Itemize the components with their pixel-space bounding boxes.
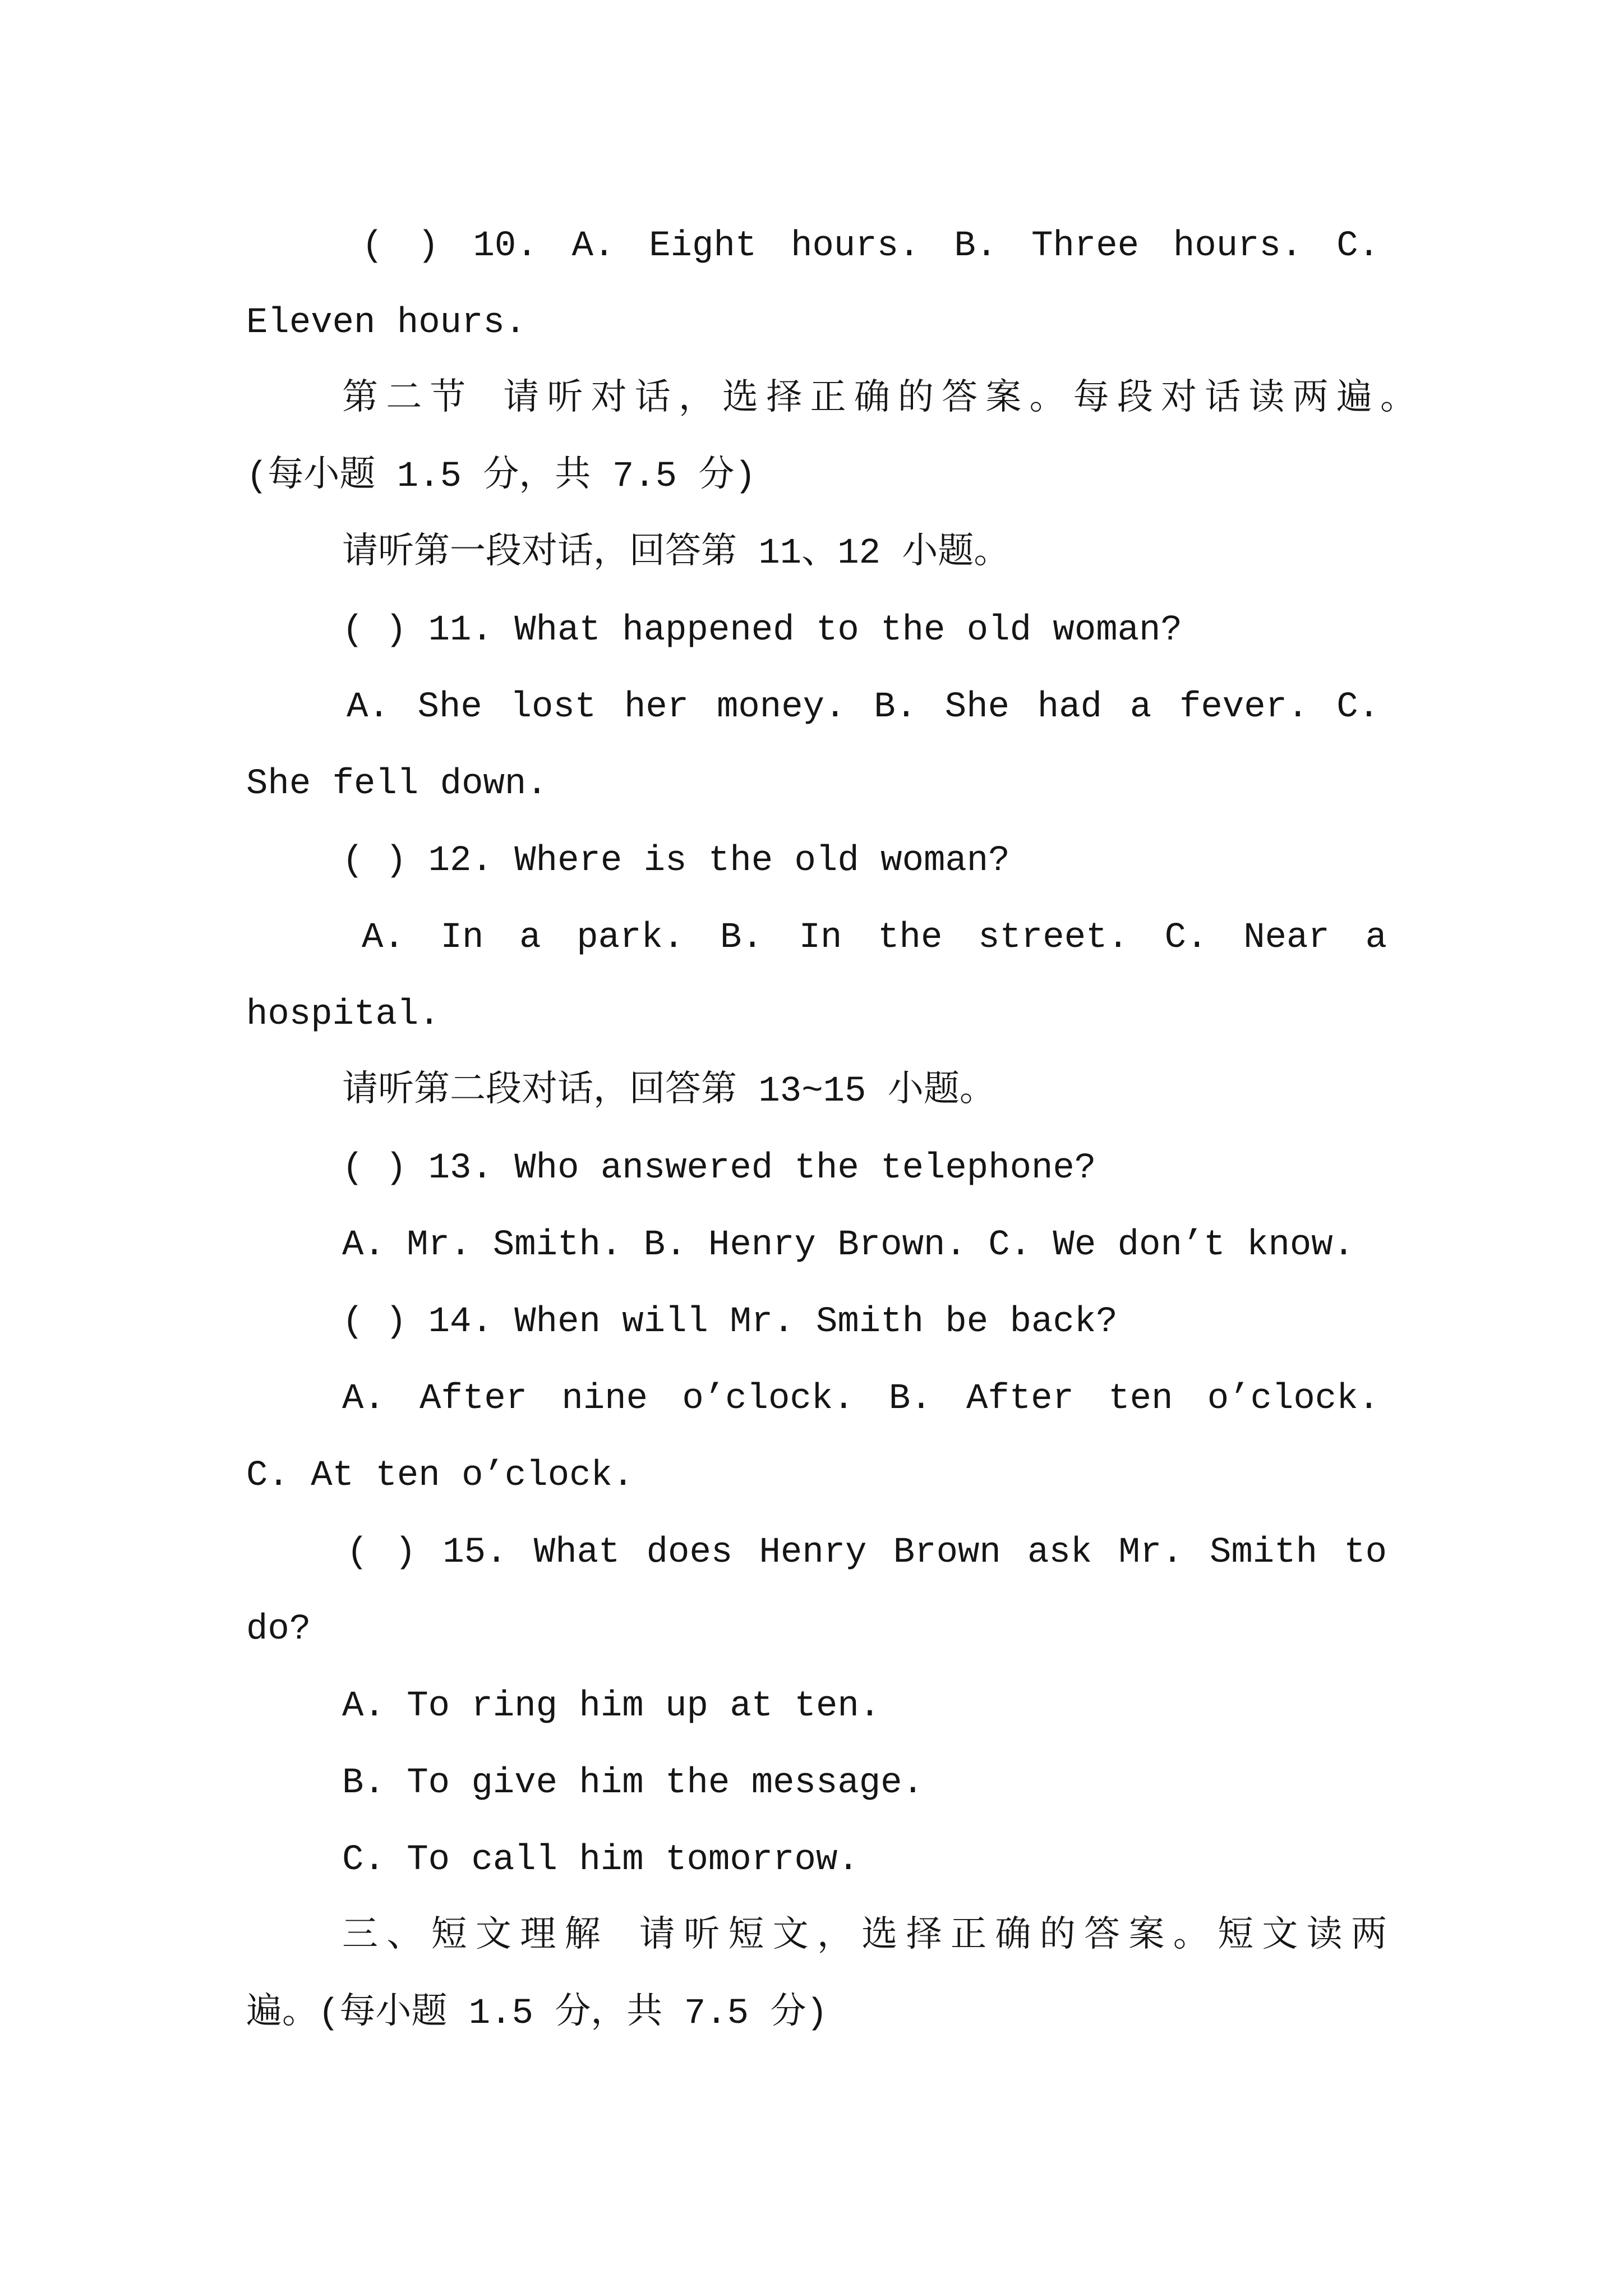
section-title: 第二节 [342, 380, 474, 420]
question-text: What does Henry Brown ask Mr. Smith to [533, 1533, 1387, 1573]
part-2-scoring-line [246, 439, 1623, 516]
answer-blank: ( ) [342, 1302, 407, 1342]
question-11-options-line-2 [246, 746, 1623, 823]
question-text: When will Mr. Smith be back? [514, 1302, 1118, 1342]
option-text: hospital. [246, 995, 440, 1035]
section-instruction: 请听短文，选择正确的答案。短文读两 [639, 1917, 1387, 1957]
part-3-heading [342, 1899, 1387, 1976]
question-text: Who answered the telephone? [514, 1148, 1096, 1189]
question-14-stem [342, 1284, 1623, 1361]
question-number: 15. [442, 1533, 508, 1573]
question-14-options-line-2 [246, 1438, 1623, 1515]
question-text: do? [246, 1609, 311, 1650]
question-12-options-line-1 [362, 900, 1387, 977]
question-12-options-line-2 [246, 977, 1623, 1053]
question-number: 13. [428, 1148, 493, 1189]
option-text: A. After nine o’clock. B. After ten o’clock. [342, 1379, 1380, 1419]
answer-blank: ( ) [342, 1148, 407, 1189]
option-text: C. To call him tomorrow. [342, 1840, 859, 1880]
question-11-options-line-1 [347, 669, 1380, 746]
answer-blank: ( ) [347, 1533, 417, 1573]
question-12-stem [342, 823, 1623, 900]
option-text: Eleven hours. [246, 303, 527, 343]
section-instruction: 遍。 [246, 1994, 318, 2034]
question-10-options-line-1: A. Eight hours. B. Three hours. C. [571, 226, 1380, 266]
section-instruction: 请听对话，选择正确的答案。每段对话读两遍。 [503, 380, 1416, 420]
question-10-line-1 [362, 208, 1380, 285]
dialogue-1-instruction [342, 516, 1623, 592]
answer-blank: ( ) [342, 610, 407, 651]
question-number: 11. [428, 610, 493, 651]
question-11-stem [342, 592, 1623, 669]
option-text: A. To ring him up at ten. [342, 1686, 881, 1727]
question-15-option-b [342, 1745, 1623, 1822]
dialogue-instruction: 请听第二段对话，回答第 13~15 小题。 [342, 1071, 995, 1112]
question-13-stem [342, 1130, 1623, 1207]
page-content [0, 208, 1623, 2053]
section-scoring: (每小题 1.5 分，共 7.5 分) [318, 1994, 828, 2034]
question-13-options-line-1 [342, 1207, 1623, 1284]
question-14-options-line-1 [342, 1361, 1380, 1438]
question-10-options-line-2 [246, 285, 1623, 362]
dialogue-2-instruction [342, 1053, 1623, 1130]
option-text: A. In a park. B. In the street. C. Near a [362, 918, 1387, 958]
section-scoring: (每小题 1.5 分，共 7.5 分) [246, 457, 756, 497]
part-2-heading [342, 362, 1416, 439]
question-number: 14. [428, 1302, 493, 1342]
question-number: 12. [428, 841, 493, 881]
question-text: Where is the old woman? [514, 841, 1010, 881]
option-text: A. Mr. Smith. B. Henry Brown. C. We don’t know. [342, 1225, 1355, 1266]
question-15-stem-line-2 [246, 1591, 1623, 1668]
question-15-stem-line-1 [347, 1515, 1387, 1591]
option-text: A. She lost her money. B. She had a fever. C. [347, 687, 1380, 728]
part-3-heading-line-2 [246, 1976, 1623, 2053]
question-15-option-c [342, 1822, 1623, 1899]
dialogue-instruction: 请听第一段对话，回答第 11、12 小题。 [342, 533, 1010, 574]
section-title: 三、短文理解 [342, 1917, 609, 1957]
answer-blank: ( ) [362, 226, 439, 266]
question-15-option-a [342, 1668, 1623, 1745]
answer-blank: ( ) [342, 841, 407, 881]
option-text: B. To give him the message. [342, 1763, 924, 1803]
option-text: She fell down. [246, 764, 548, 804]
question-number: 10. [473, 226, 538, 266]
option-text: C. At ten o’clock. [246, 1456, 634, 1496]
question-text: What happened to the old woman? [514, 610, 1182, 651]
